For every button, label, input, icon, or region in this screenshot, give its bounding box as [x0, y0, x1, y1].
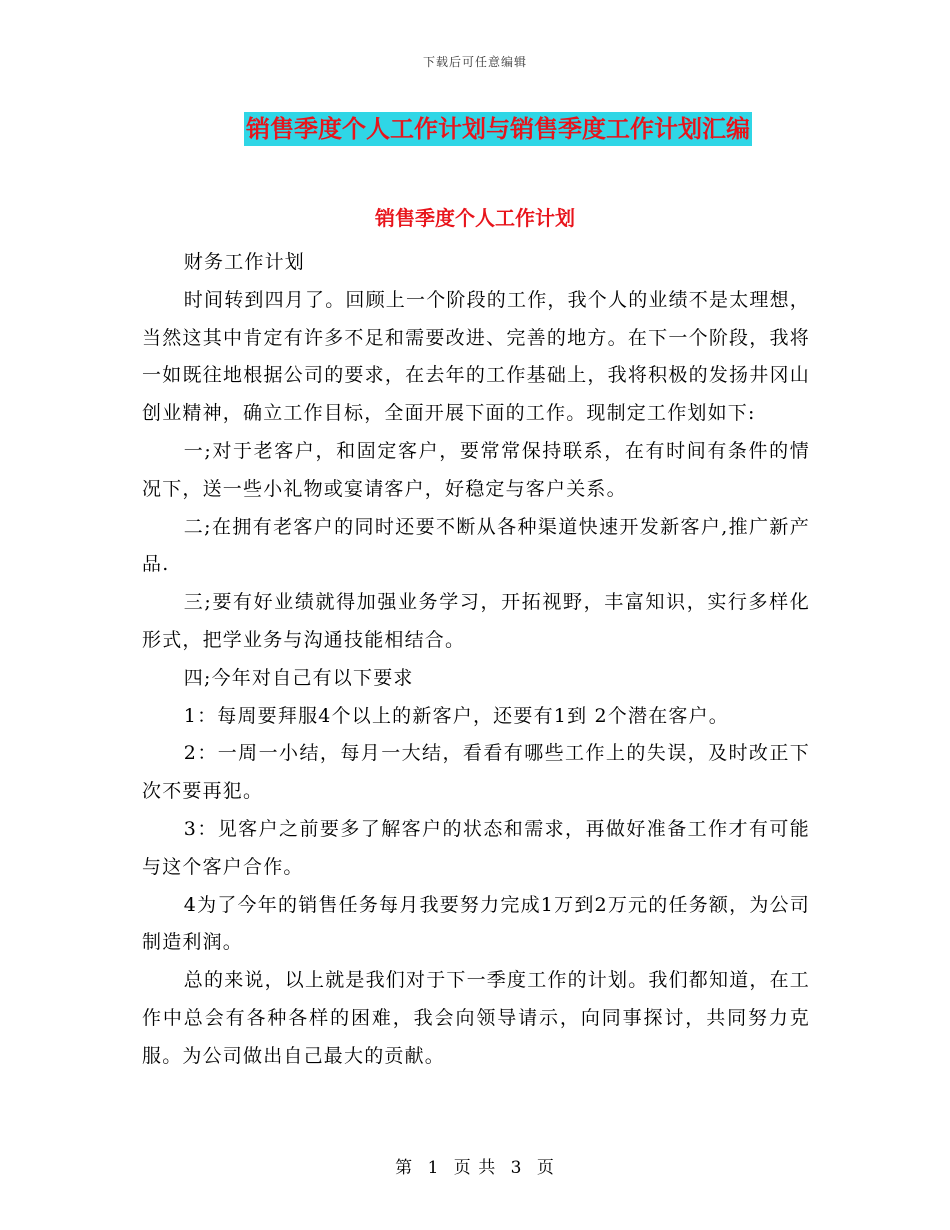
- footer-total-pages: 3: [510, 1158, 523, 1178]
- footer-prefix: 第: [395, 1158, 414, 1178]
- paragraph-heading: 财务工作计划: [183, 251, 305, 273]
- main-title-container: [0, 112, 950, 146]
- paragraph-conclusion: 总的来说，以上就是我们对于下一季度工作的计划。我们都知道，在工作中总会有各种各样的困难，我会向领导请示，向同事探讨，共同努力克服。为公司做出自己最大的贡献。: [142, 969, 810, 1067]
- paragraph-requirement-2: 2：一周一小结，每月一大结，看看有哪些工作上的失误，及时改正下次不要再犯。: [142, 742, 810, 803]
- footer-middle: 页 共: [453, 1158, 497, 1178]
- paragraph-item-1: 一;对于老客户，和固定客户，要常常保持联系，在有时间有条件的情况下，送一些小礼物或宴请客户，好稳定与客户关系。: [142, 439, 810, 500]
- paragraph-requirement-4: 4为了今年的销售任务每月我要努力完成1万到2万元的任务额，为公司制造利润。: [142, 893, 810, 954]
- document-body: [142, 244, 810, 1076]
- section-title: 销售季度个人工作计划: [375, 206, 575, 230]
- paragraph-item-4: 四;今年对自己有以下要求: [183, 666, 414, 689]
- paragraph-requirement-3: 3：见客户之前要多了解客户的状态和需求，再做好准备工作才有可能与这个客户合作。: [142, 817, 810, 878]
- header-note: 下载后可任意编辑: [422, 55, 527, 69]
- footer-page-number: 1: [427, 1158, 440, 1178]
- footer-suffix: 页: [536, 1158, 555, 1178]
- paragraph-intro: 时间转到四月了。回顾上一个阶段的工作，我个人的业绩不是太理想，当然这其中肯定有许多不足和需要改进、完善的地方。在下一个阶段，我将一如既往地根据公司的要求，在去年的工作基础上，我将积极的发扬井冈山创业精神，确立工作目标，全面开展下面的工作。现制定工作划如下:: [142, 288, 810, 425]
- page-footer: [0, 1153, 950, 1178]
- paragraph-item-2: 二;在拥有老客户的同时还要不断从各种渠道快速开发新客户,推广新产品.: [142, 515, 810, 576]
- paragraph-requirement-1: 1：每周要拜服4个以上的新客户，还要有1到 2个潜在客户。: [183, 704, 729, 727]
- main-title: 销售季度个人工作计划与销售季度工作计划汇编: [244, 112, 752, 146]
- paragraph-item-3: 三;要有好业绩就得加强业务学习，开拓视野，丰富知识，实行多样化形式，把学业务与沟通技能相结合。: [142, 591, 810, 651]
